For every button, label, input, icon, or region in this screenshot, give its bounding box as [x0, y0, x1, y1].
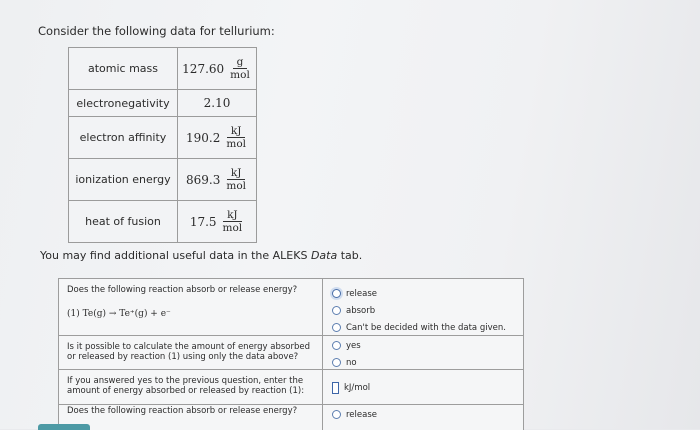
question-text: If you answered yes to the previous question, enter the amount of energy absorbed or released by reaction (1):	[59, 370, 323, 404]
table-row	[69, 48, 257, 90]
table-row	[69, 90, 257, 117]
property-name: electron affinity	[69, 117, 178, 159]
question-text: Does the following reaction absorb or release energy?	[67, 285, 298, 295]
property-name: heat of fusion	[69, 201, 178, 243]
reaction-equation: (1) Te(g) → Te⁺(g) + e⁻	[67, 309, 171, 319]
property-value: 2.10	[203, 96, 231, 110]
unit-fraction	[221, 209, 245, 234]
question-text: Is it possible to calculate the amount of energy absorbed or released by reaction (1) using only the data above?	[59, 336, 323, 369]
table-row	[69, 159, 257, 201]
option-label: release	[346, 288, 377, 299]
radio-button[interactable]	[332, 410, 341, 419]
question-absorb-release-2	[58, 404, 524, 430]
property-value-cell	[178, 117, 257, 159]
unit-denominator: mol	[226, 180, 246, 192]
property-value-cell	[178, 159, 257, 201]
question-text: Does the following reaction absorb or release energy?	[59, 405, 323, 430]
unit-denominator: mol	[222, 222, 243, 234]
table-row	[69, 201, 257, 243]
unit-numerator: kJ	[227, 167, 246, 180]
property-value: 127.60	[182, 61, 225, 76]
question-absorb-release	[58, 278, 524, 336]
tellurium-data-table	[68, 47, 257, 243]
table-row	[69, 117, 257, 159]
option-label: Can't be decided with the data given.	[346, 322, 506, 333]
property-value-cell	[178, 48, 257, 90]
question-prompt: Consider the following data for tellurium:	[38, 24, 275, 38]
unit-fraction	[228, 56, 252, 81]
unit-numerator: kJ	[227, 125, 246, 138]
property-value-cell	[178, 90, 257, 117]
property-name: atomic mass	[69, 48, 178, 90]
property-name: ionization energy	[69, 159, 178, 201]
option-release[interactable]	[332, 285, 515, 302]
radio-button[interactable]	[332, 323, 341, 332]
question-energy-amount	[58, 369, 524, 405]
unit-denominator: mol	[226, 138, 246, 150]
option-label: release	[346, 409, 377, 420]
unit-numerator: kJ	[223, 209, 242, 222]
option-label: absorb	[346, 305, 376, 316]
additional-data-note: You may find additional useful data in the ALEKS Data tab.	[40, 249, 363, 262]
unit-numerator: g	[233, 56, 248, 69]
question-possible-to-calculate	[58, 335, 524, 370]
property-name: electronegativity	[69, 90, 178, 117]
property-value-cell	[178, 201, 257, 243]
radio-button[interactable]	[332, 306, 341, 315]
radio-button[interactable]	[332, 341, 341, 350]
radio-button[interactable]	[332, 289, 341, 298]
unit-denominator: mol	[230, 69, 250, 81]
bottom-button-edge[interactable]	[38, 424, 90, 430]
unit-fraction	[224, 167, 248, 192]
option-label: no	[346, 357, 357, 368]
option-cannot-decide[interactable]	[332, 319, 515, 336]
data-tab-link[interactable]: Data	[310, 249, 338, 262]
option-label: yes	[346, 340, 361, 351]
option-yes[interactable]	[332, 337, 515, 354]
option-absorb[interactable]	[332, 302, 515, 319]
property-value: 190.2	[186, 130, 221, 145]
unit-fraction	[224, 125, 248, 150]
radio-button[interactable]	[332, 358, 341, 367]
unit-label: kJ/mol	[344, 382, 371, 393]
property-value: 17.5	[189, 214, 217, 229]
option-release[interactable]	[332, 406, 515, 423]
energy-input[interactable]	[332, 382, 339, 394]
property-value: 869.3	[186, 172, 221, 187]
